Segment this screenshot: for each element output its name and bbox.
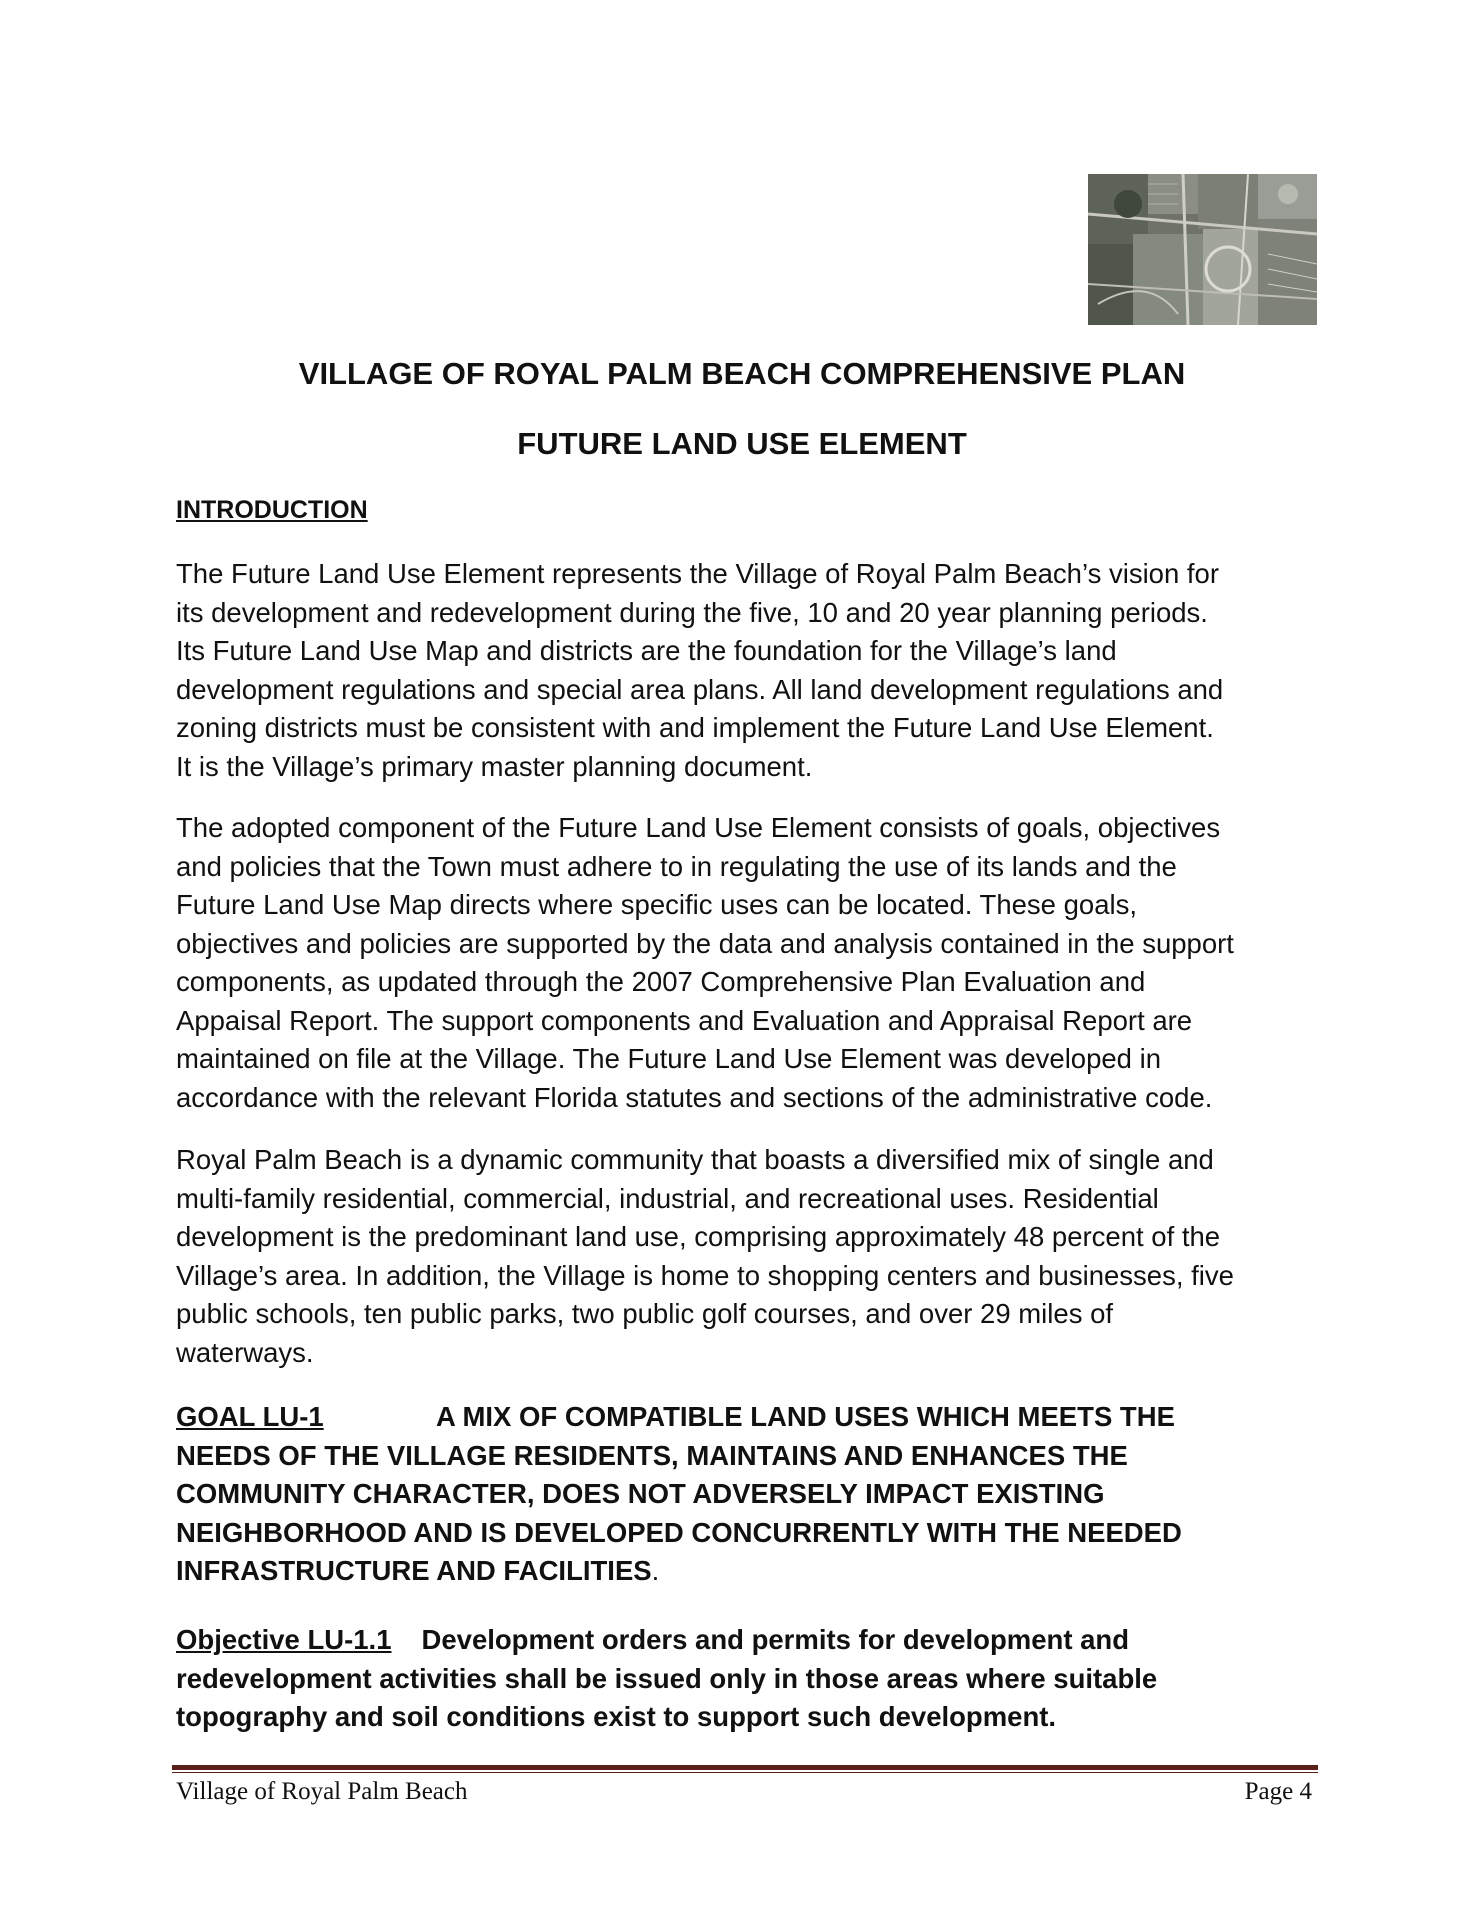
text-line: zoning districts must be consistent with and implement the Future Land Use Element. <box>176 712 1214 743</box>
objective-label: Objective LU-1.1 <box>176 1624 392 1655</box>
goal-text-line: NEIGHBORHOOD AND IS DEVELOPED CONCURRENTLY WITH THE NEEDED <box>176 1516 1182 1548</box>
aerial-photo-image <box>1088 174 1317 325</box>
text-line: Its Future Land Use Map and districts are the foundation for the Village’s land <box>176 635 1117 666</box>
text-line: public schools, ten public parks, two public golf courses, and over 29 miles of <box>176 1298 1114 1329</box>
introduction-paragraph-2 <box>176 809 1336 1117</box>
text-line: The adopted component of the Future Land Use Element consists of goals, objectives <box>176 812 1221 843</box>
goal-text-line: COMMUNITY CHARACTER, DOES NOT ADVERSELY IMPACT EXISTING <box>176 1478 1105 1509</box>
text-line: and policies that the Town must adhere to in regulating the use of its lands and the <box>176 850 1177 882</box>
goal-last-line <box>176 1552 1336 1591</box>
text-line: development is the predominant land use, comprising approximately 48 percent of the <box>176 1221 1221 1252</box>
text-line: multi-family residential, commercial, industrial, and recreational uses. Residential <box>176 1182 1159 1214</box>
introduction-paragraph-1 <box>176 555 1336 786</box>
goal-first-line <box>176 1398 1336 1437</box>
goal-text-line: NEEDS OF THE VILLAGE RESIDENTS, MAINTAINS AND ENHANCES THE <box>176 1439 1128 1471</box>
footer-page-number: Page 4 <box>1244 1778 1312 1805</box>
text-line: objectives and policies are supported by the data and analysis contained in the support <box>176 927 1234 959</box>
aerial-photo-icon <box>1088 174 1317 325</box>
text-line: Appaisal Report. The support components and Evaluation and Appraisal Report are <box>176 1004 1193 1036</box>
introduction-heading: INTRODUCTION <box>176 496 368 524</box>
text-line: maintained on file at the Village. The Future Land Use Element was developed in <box>176 1043 1162 1074</box>
text-line: Future Land Use Map directs where specific uses can be located. These goals, <box>176 889 1137 920</box>
objective-first-line <box>176 1621 1336 1660</box>
goal-end-punct: . <box>651 1555 660 1586</box>
text-line: It is the Village’s primary master planning document. <box>176 750 813 782</box>
text-line: Royal Palm Beach is a dynamic community that boasts a diversified mix of single and <box>176 1144 1214 1175</box>
footer-divider <box>172 1765 1318 1770</box>
goal-text-end: INFRASTRUCTURE AND FACILITIES <box>176 1555 652 1586</box>
objective-text-start: Development orders and permits for development and <box>421 1624 1130 1655</box>
text-line: The Future Land Use Element represents the Village of Royal Palm Beach’s vision for <box>176 558 1219 589</box>
text-line: its development and redevelopment during the five, 10 and 20 year planning periods. <box>176 596 1208 628</box>
document-title: VILLAGE OF ROYAL PALM BEACH COMPREHENSIVE PLAN <box>298 356 1186 391</box>
goal-label: GOAL LU-1 <box>176 1401 324 1432</box>
footer-organization: Village of Royal Palm Beach <box>176 1778 468 1805</box>
objective-text-line: redevelopment activities shall be issued only in those areas where suitable <box>176 1662 1158 1694</box>
goal-text-start: A MIX OF COMPATIBLE LAND USES WHICH MEETS THE <box>436 1401 1175 1432</box>
text-line: waterways. <box>176 1336 314 1368</box>
goal-lu-1 <box>176 1398 1336 1591</box>
footer-divider-thin <box>172 1772 1318 1773</box>
document-subtitle: FUTURE LAND USE ELEMENT <box>517 426 967 461</box>
introduction-paragraph-3 <box>176 1141 1336 1372</box>
text-line: components, as updated through the 2007 Comprehensive Plan Evaluation and <box>176 966 1146 997</box>
objective-text-line: topography and soil conditions exist to support such development. <box>176 1701 1057 1732</box>
objective-lu-1-1 <box>176 1621 1336 1737</box>
text-line: Village’s area. In addition, the Village is home to shopping centers and businesses, five <box>176 1259 1234 1291</box>
text-line: development regulations and special area plans. All land development regulations and <box>176 673 1224 705</box>
text-line: accordance with the relevant Florida statutes and sections of the administrative code. <box>176 1081 1213 1113</box>
